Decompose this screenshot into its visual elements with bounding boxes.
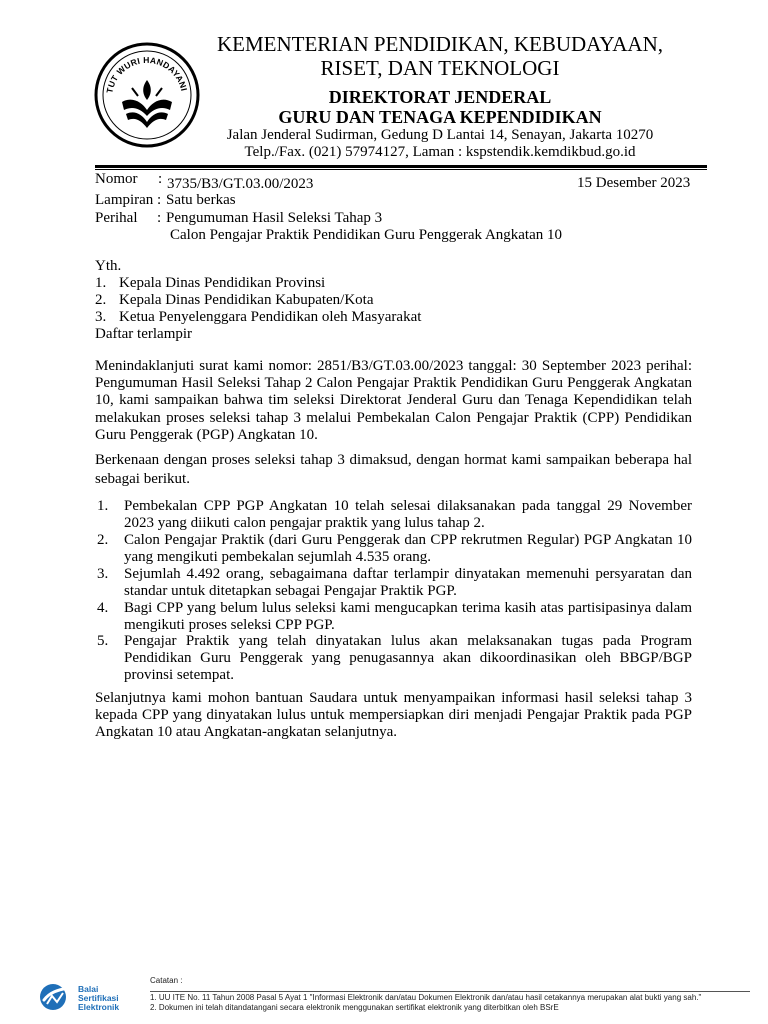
ministry-name-line2: RISET, DAN TEKNOLOGI [320,56,560,80]
lampiran-separator: : [157,192,162,208]
directorate-line2: GURU DAN TENAGA KEPENDIDIKAN [278,107,602,127]
nomor-value: 3735/B3/GT.03.00/2023 [167,176,314,192]
footer-note-2: 2. Dokumen ini telah ditandatangani secara elektronik menggunakan sertifikat elektronik yang diterbitkan oleh BSrE [150,1003,559,1012]
recipient-text: Ketua Penyelenggara Pendidikan oleh Masyarakat [119,309,422,325]
bsre-name-line2: Sertifikasi [78,993,119,1003]
lampiran-value: Satu berkas [166,192,236,208]
footer-catatan: Catatan : [150,976,183,985]
perihal-separator: : [157,210,162,226]
recipient-number: 2. [95,292,107,308]
recipient-text: Kepala Dinas Pendidikan Provinsi [119,275,326,291]
bsre-name-line1: Balai [78,984,99,994]
nomor-label: Nomor [95,171,138,187]
letter-date: 15 Desember 2023 [577,175,691,191]
yth-salutation: Yth. [95,258,122,274]
nomor-separator: : [158,171,163,187]
body-paragraph-1: Menindaklanjuti surat kami nomor: 2851/B3/GT.03.00/2023 tanggal: 30 September 2023 perihal: Pengumuman Hasil Seleksi Tahap 2 Calon Pengajar Praktik Pendidikan Guru Penggerak Angkatan 10, kami sampaikan bahwa tim seleksi Direktorat Jenderal Guru dan Tenaga Kependidikan telah melakukan proses seleksi tahap 3 melalui Pembekalan Calon Pengajar Praktik (CPP) Pendidikan Guru Penggerak (PGP) Angkatan 10. [95,358,692,443]
footer-note-1: 1. UU ITE No. 11 Tahun 2008 Pasal 5 Ayat 1 "Informasi Elektronik dan/atau Dokumen Elektronik dan/atau hasil cetakannya merupakan alat bukti yang sah." [150,993,702,1002]
point-text: Pengajar Praktik yang telah dinyatakan lulus akan melaksanakan tugas pada Program Pendidikan Guru Penggerak yang penugasannya akan dikoordinasikan oleh BBGP/BGP provinsi setempat. [124,633,692,683]
recipient-text: Kepala Dinas Pendidikan Kabupaten/Kota [119,292,374,308]
point-text: Bagi CPP yang belum lulus seleksi kami mengucapkan terima kasih atas partisipasinya dalam mengikuti proses seleksi CPP PGP. [124,600,692,633]
point-text: Pembekalan CPP PGP Angkatan 10 telah selesai dilaksanakan pada tanggal 29 November 2023 yang diikuti calon pengajar praktik yang lulus tahap 2. [124,498,692,531]
logo-motto: TUT WURI HANDAYANI [104,54,190,95]
recipient-number: 3. [95,309,107,325]
ministry-name-line1: KEMENTERIAN PENDIDIKAN, KEBUDAYAAN, [216,32,664,56]
point-number: 2. [97,532,109,548]
ministry-logo [92,40,202,150]
bsre-logo [38,982,72,1012]
daftar-terlampir: Daftar terlampir [95,326,193,342]
recipient-number: 1. [95,275,107,291]
point-text: Calon Pengajar Praktik (dari Guru Penggerak dan CPP rekrutmen Regular) PGP Angkatan 10 yang mengikuti pembekalan sejumlah 4.535 orang. [124,532,692,565]
perihal-line2: Calon Pengajar Praktik Pendidikan Guru Penggerak Angkatan 10 [170,227,563,243]
point-number: 1. [97,498,109,514]
tut-wuri-handayani-emblem-icon [92,40,202,150]
perihal-label: Perihal [95,210,138,226]
point-number: 3. [97,566,109,582]
letterhead-contact: Telp./Fax. (021) 57974127, Laman : kspstendik.kemdikbud.go.id [244,144,636,160]
lampiran-label: Lampiran [95,192,154,208]
footer-separator [150,991,750,992]
body-paragraph-2: Berkenaan dengan proses seleksi tahap 3 dimaksud, dengan hormat kami sampaikan beberapa hal sebagai berikut. [95,452,692,487]
point-text: Sejumlah 4.492 orang, sebagaimana daftar terlampir dinyatakan memenuhi persyaratan dan standar untuk ditetapkan sebagai Pengajar Praktik PGP. [124,566,692,599]
directorate-line1: DIREKTORAT JENDERAL [328,87,552,107]
perihal-line1: Pengumuman Hasil Seleksi Tahap 3 [166,210,383,226]
body-paragraph-3: Selanjutnya kami mohon bantuan Saudara untuk menyampaikan informasi hasil seleksi tahap 3 kepada CPP yang dinyatakan lulus untuk mempersiapkan diri menjadi Pengajar Praktik pada PGP Angkatan 10 atau Angkatan-angkatan selanjutnya. [95,690,692,741]
bsre-name-line3: Elektronik [78,1002,120,1012]
letterhead-address: Jalan Jenderal Sudirman, Gedung D Lantai 14, Senayan, Jakarta 10270 [226,127,654,143]
bsre-logo-icon [38,982,72,1012]
letterhead-rule-thick [95,165,707,168]
point-number: 4. [97,600,109,616]
letterhead-rule-thin [95,169,707,170]
point-number: 5. [97,633,109,649]
